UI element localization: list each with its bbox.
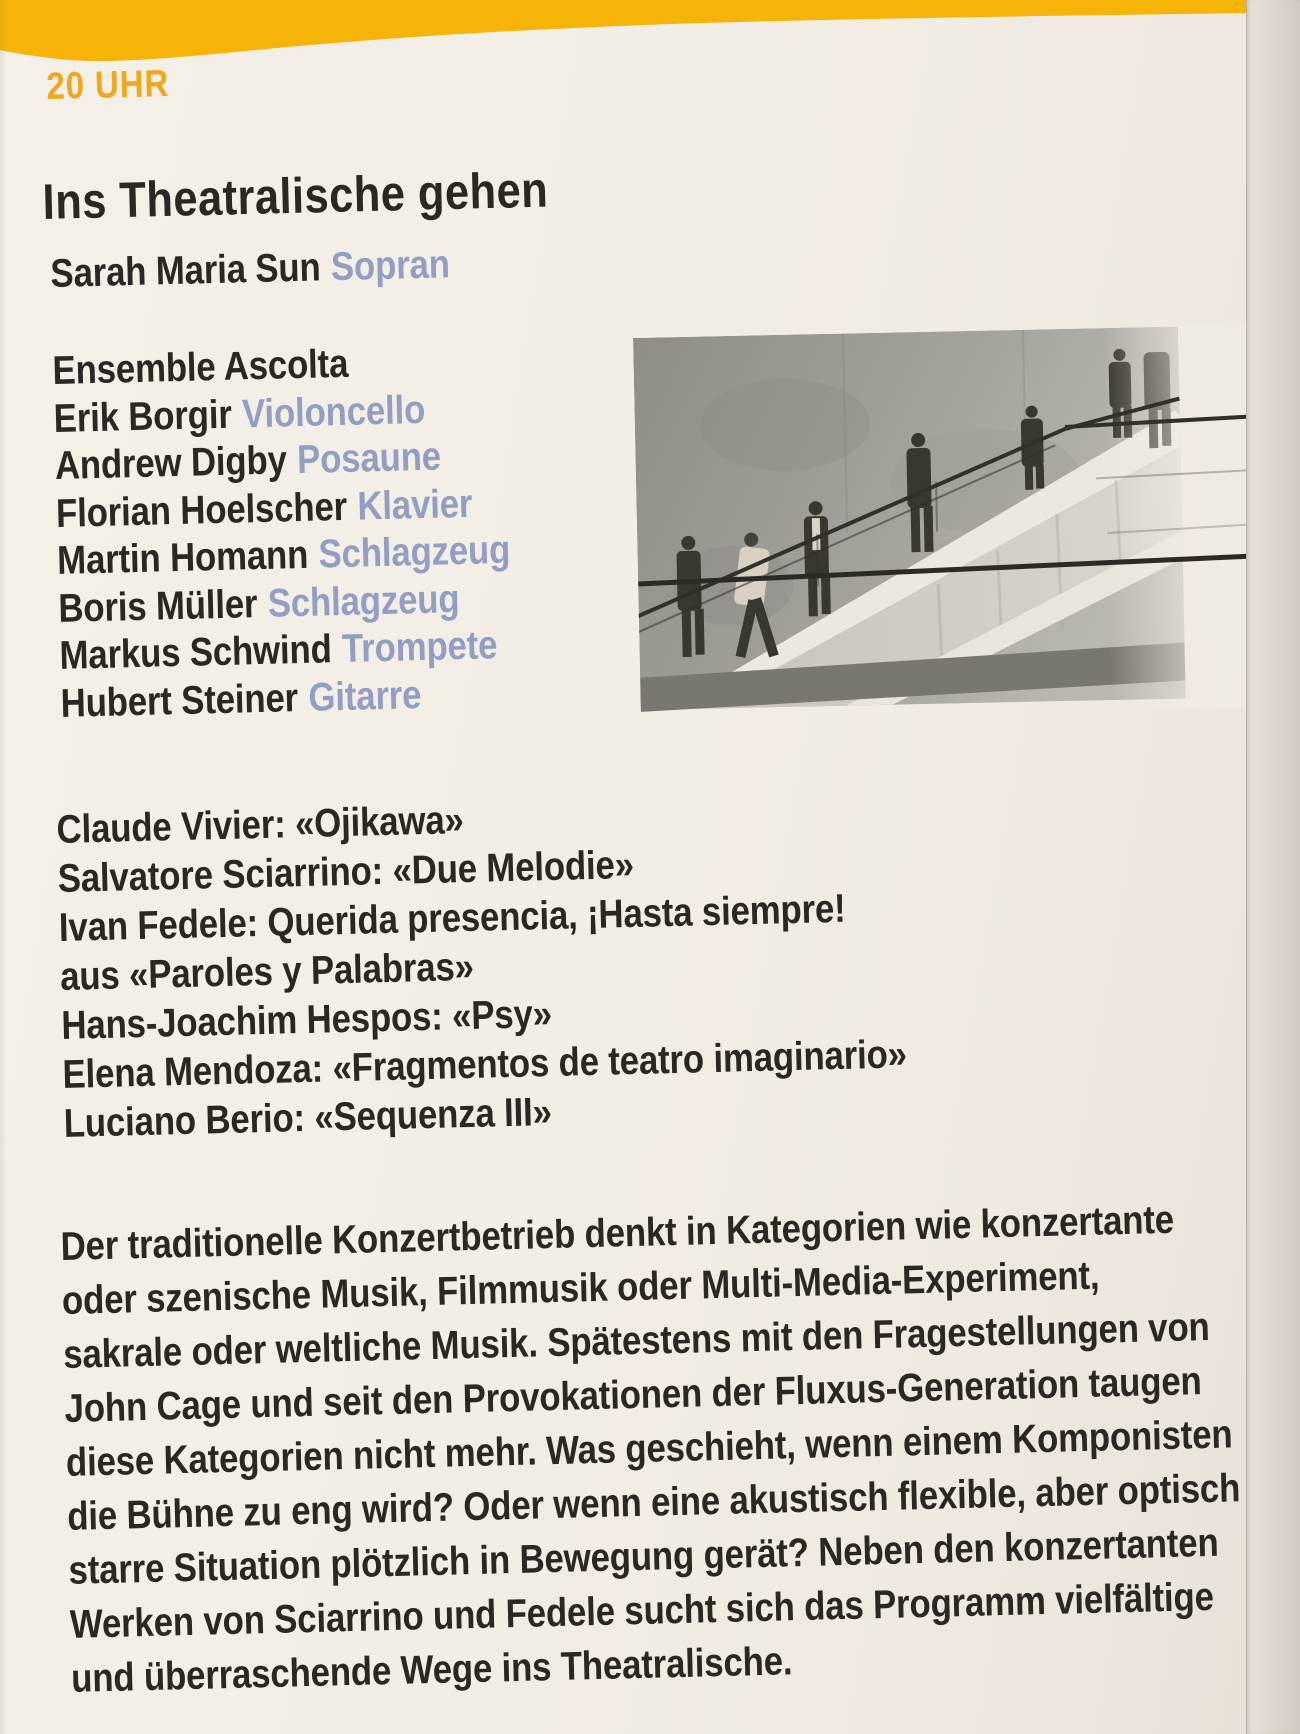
member-instrument: Posaune <box>296 434 442 483</box>
staircase-photo-graphic <box>633 324 1300 720</box>
time-label: 20 UHR <box>45 63 170 108</box>
soloist-name: Sarah Maria Sun <box>49 245 322 296</box>
description-line: und überraschende Wege ins Theatralische. <box>70 1639 793 1701</box>
member-name: Markus Schwind <box>58 627 333 678</box>
description-line: oder szenische Musik, Filmmusik oder Multi-Media-Experiment, <box>61 1253 1100 1323</box>
soloist-role: Sopran <box>330 242 451 290</box>
program-item: Hans-Joachim Hespos: «Psy» <box>60 991 553 1048</box>
member-instrument: Violoncello <box>241 387 426 436</box>
member-instrument: Trompete <box>341 623 498 671</box>
description-line: diese Kategorien nicht mehr. Was geschieht, wenn einem Komponisten <box>65 1412 1233 1485</box>
page-edge-shadow <box>1246 0 1300 1734</box>
member-instrument: Gitarre <box>307 672 422 720</box>
program-item: Luciano Berio: «Sequenza III» <box>63 1089 553 1146</box>
soloist-line <box>50 244 450 294</box>
member-instrument: Klavier <box>356 481 473 529</box>
page-title: Ins Theatralische gehen <box>41 161 549 230</box>
program-item: Salvatore Sciarrino: «Due Melodie» <box>57 842 635 901</box>
description-line: Werken von Sciarrino und Fedele sucht sich das Programm vielfältige <box>69 1574 1215 1647</box>
member-name: Boris Müller <box>57 581 258 631</box>
description-line: Der traditionelle Konzertbetrieb denkt in Kategorien wie konzertante <box>60 1197 1175 1269</box>
member-instrument: Schlagzeug <box>267 576 460 626</box>
member-name: Martin Homann <box>56 532 309 583</box>
description-line: John Cage und seit den Provokationen der Fluxus-Generation taugen <box>64 1359 1203 1431</box>
description-paragraph <box>60 1191 1245 1706</box>
description-line: starre Situation plötzlich in Bewegung gerät? Neben den konzertanten <box>68 1520 1220 1593</box>
member-name: Hubert Steiner <box>60 675 299 726</box>
member-name: Erik Borgir <box>53 392 233 441</box>
program-item: Elena Mendoza: «Fragmentos de teatro imaginario» <box>62 1032 908 1097</box>
program-list <box>56 785 909 1149</box>
ensemble-list <box>52 337 514 728</box>
ensemble-staircase-photo <box>633 324 1300 720</box>
description-line: die Bühne zu eng wird? Oder wenn eine akustisch flexible, aber optisch <box>66 1466 1241 1539</box>
program-item: Claude Vivier: «Ojikawa» <box>56 798 465 852</box>
member-instrument: Schlagzeug <box>318 527 511 577</box>
member-name: Florian Hoelscher <box>55 484 348 536</box>
page-left-shadow <box>0 0 7 1734</box>
program-item: aus «Paroles y Palabras» <box>59 944 475 999</box>
description-line: sakrale oder weltliche Musik. Spätestens mit den Fragestellungen von <box>62 1304 1211 1377</box>
member-name: Andrew Digby <box>54 438 288 488</box>
program-item: Ivan Fedele: Querida presencia, ¡Hasta siempre! <box>58 886 847 950</box>
ensemble-name: Ensemble Ascolta <box>52 341 349 393</box>
